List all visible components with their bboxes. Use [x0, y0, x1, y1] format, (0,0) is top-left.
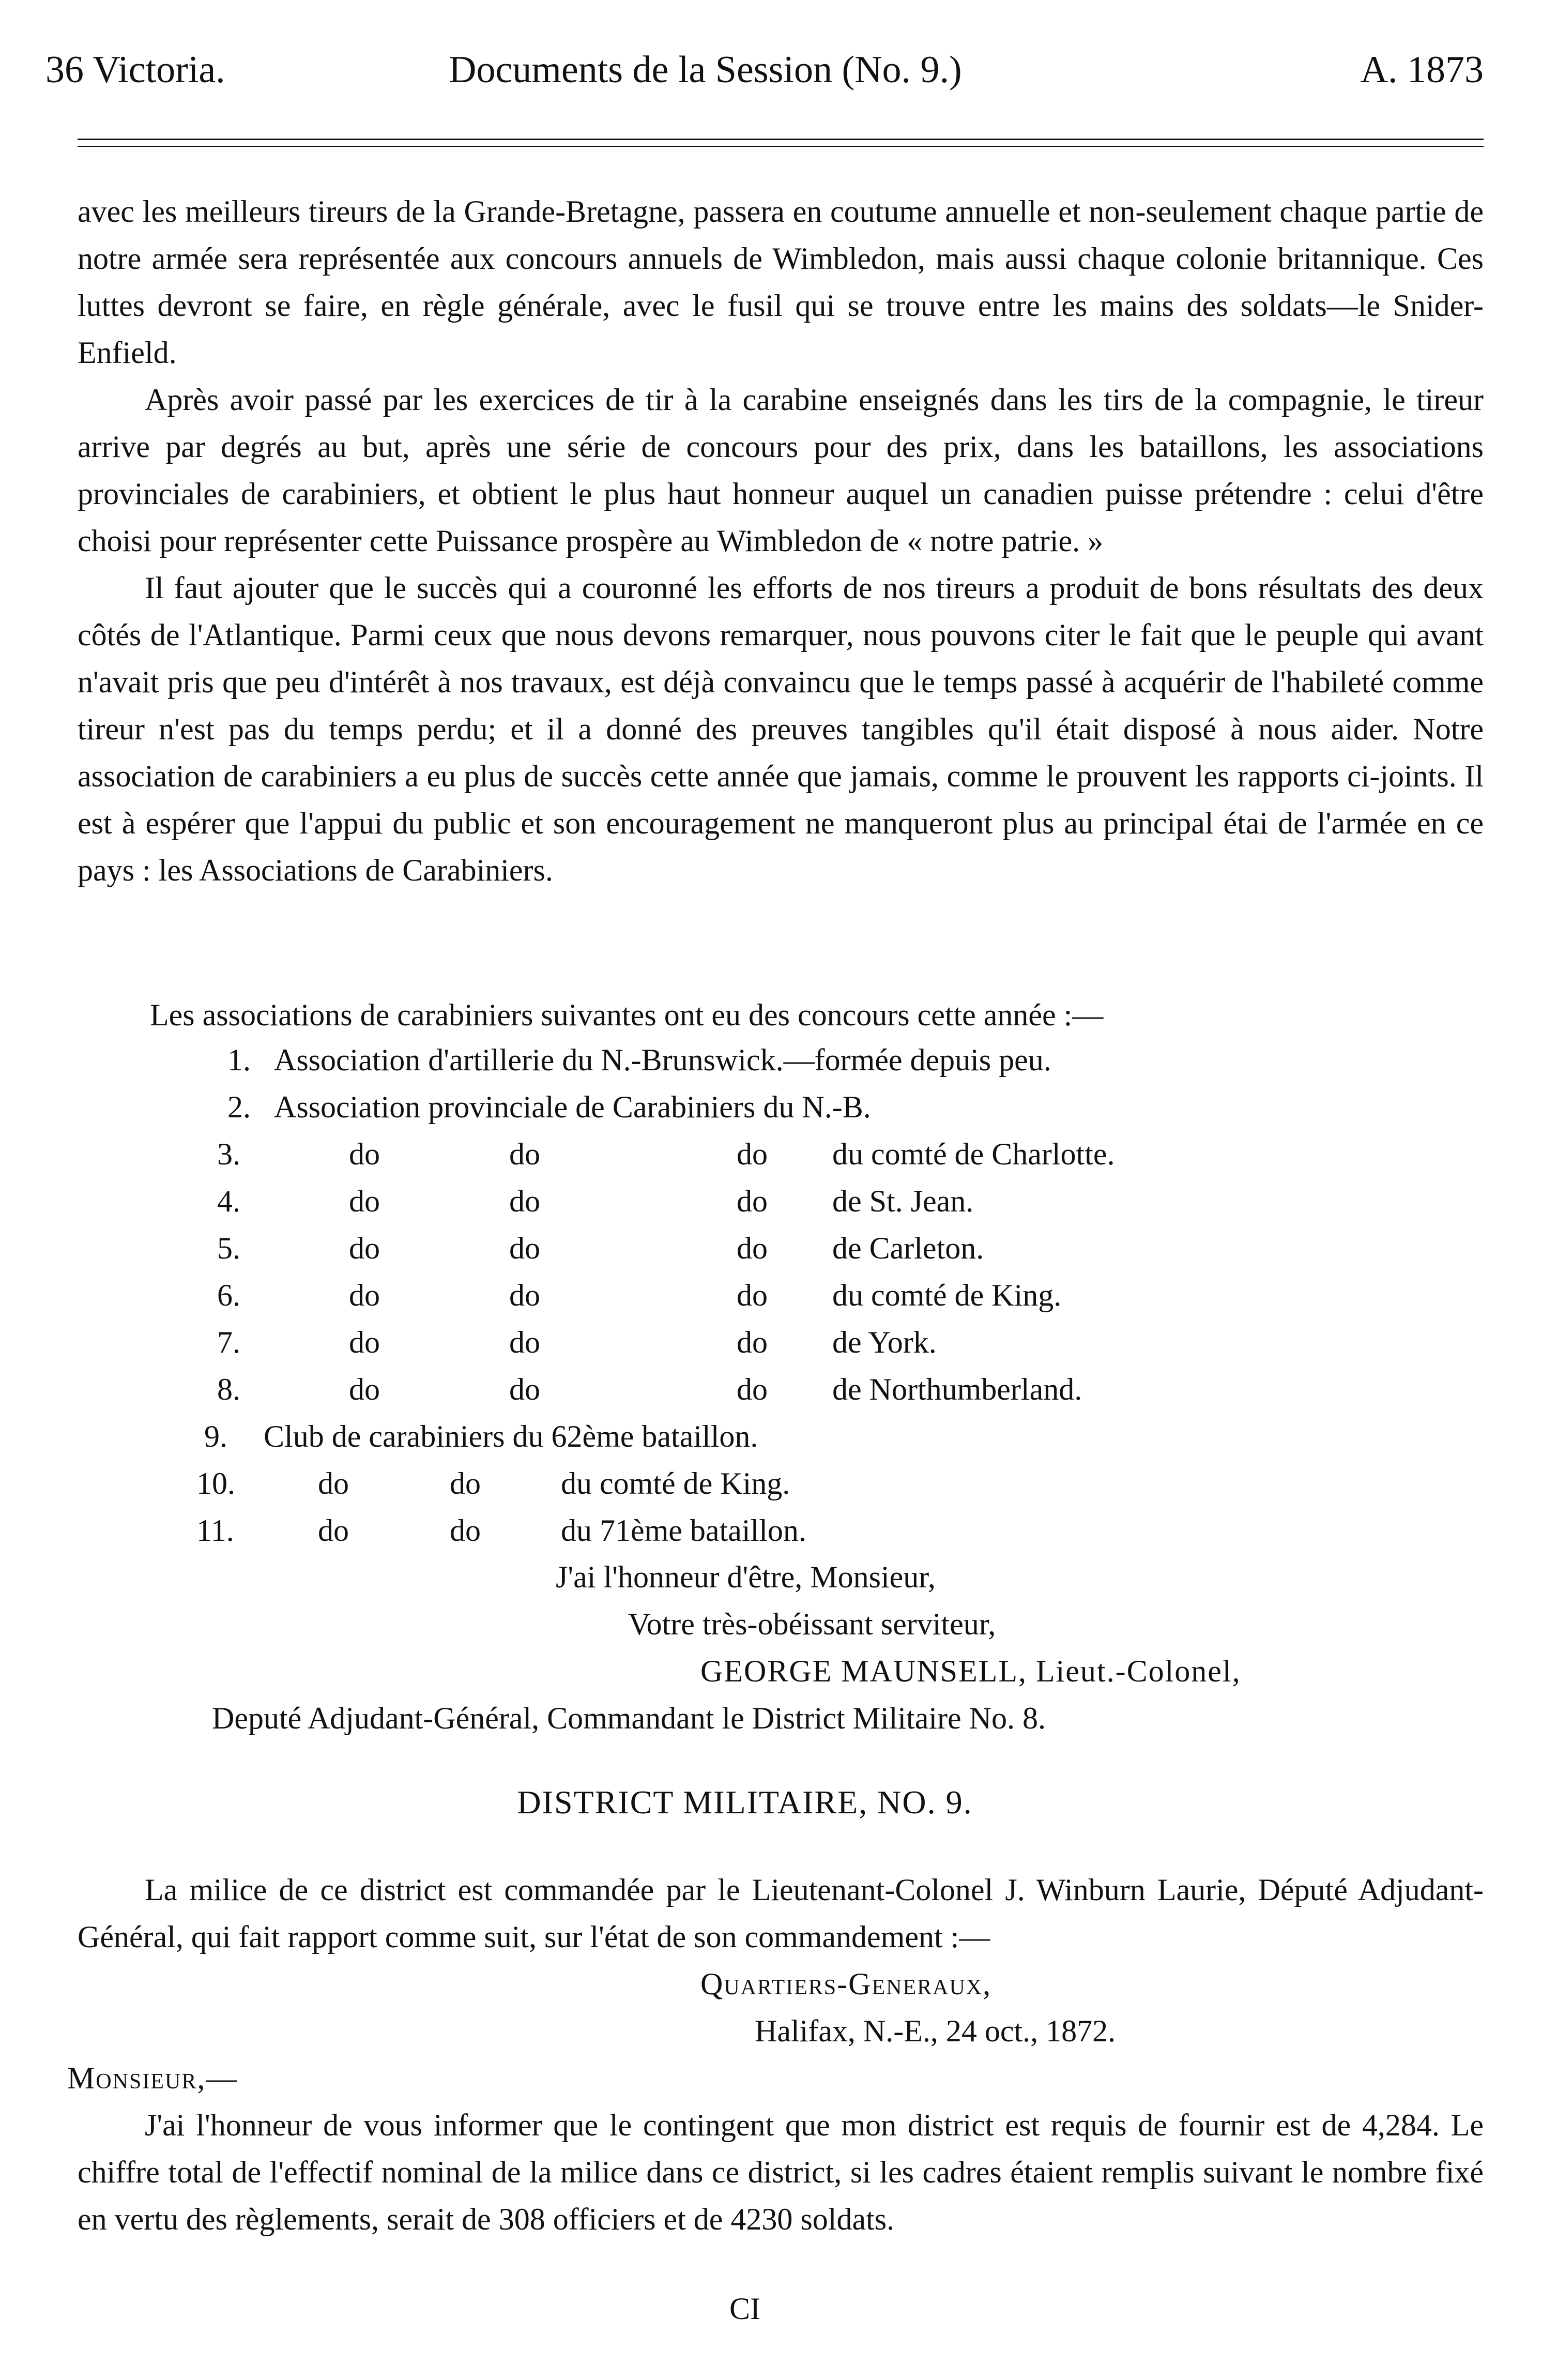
list-item: 6. do do do du comté de King.	[217, 1278, 1062, 1312]
list-item: 7. do do do de York.	[217, 1325, 937, 1359]
letterhead-date: Halifax, N.-E., 24 oct., 1872.	[755, 2014, 1116, 2048]
closing-line-1: J'ai l'honneur d'être, Monsieur,	[556, 1560, 936, 1594]
list-item: 4. do do do de St. Jean.	[217, 1184, 974, 1218]
intro-paragraph-3: Il faut ajouter que le succès qui a couronné les efforts de nos tireurs a produit de bons résultats des deux côtés de l'Atlantique. Parmi ceux que nous devons remarquer, nous pouvons citer le fait que le peuple qui avant n'avait pris que peu d'intérêt à nos travaux, est déjà convaincu que le temps passé à acquérir de l'habileté comme tireur n'est pas du temps perdu; et il a donné des preuves tangibles qu'il était disposé à nous aider. Notre association de carabiniers a eu plus de succès cette année que jamais, comme le prouvent les rapports ci-joints. Il est à espérer que l'appui du public et son encouragement ne manqueront plus au principal étai de l'armée en ce pays : les Associations de Carabiniers.	[78, 571, 1484, 887]
header-right: A. 1873	[1360, 49, 1484, 91]
list-item: 11. do do du 71ème bataillon.	[196, 1513, 806, 1548]
letter-body-block	[78, 2102, 1484, 2243]
intro-paragraph-2: Après avoir passé par les exercices de tir à la carabine enseignés dans les tirs de la compagnie, le tireur arrive par degrés au but, après une série de concours pour des prix, dans les bataillons, les associations provinciales de carabiniers, et obtient le plus haut honneur auquel un canadien puisse prétendre : celui d'être choisi pour représenter cette Puissance prospère au Wimbledon de « notre patrie. »	[78, 383, 1484, 558]
section-intro-block	[78, 1867, 1484, 1961]
running-header	[45, 41, 1484, 98]
section-heading: DISTRICT MILITAIRE, NO. 9.	[517, 1784, 973, 1821]
header-rule-thick	[78, 139, 1484, 140]
list-intro: Les associations de carabiniers suivantes ont eu des concours cette année :—	[150, 998, 1104, 1032]
intro-paragraph-1: avec les meilleurs tireurs de la Grande-Bretagne, passera en coutume annuelle et non-seulement chaque partie de notre armée sera représentée aux concours annuels de Wimbledon, mais aussi chaque colonie britannique. Ces luttes devront se faire, en règle générale, avec le fusil qui se trouve entre les mains des soldats—le Snider-Enfield.	[78, 194, 1484, 370]
header-left: 36 Victoria.	[45, 49, 225, 91]
section-intro: La milice de ce district est commandée par le Lieutenant-Colonel J. Winburn Laurie, Député Adjudant-Général, qui fait rapport comme suit, sur l'état de son commandement :—	[78, 1873, 1484, 1954]
header-center: Documents de la Session (No. 9.)	[449, 49, 962, 91]
list-item: 5. do do do de Carleton.	[217, 1231, 984, 1265]
list-item: 9. Club de carabiniers du 62ème bataillon.	[204, 1419, 758, 1453]
list-item: 3. do do do du comté de Charlotte.	[217, 1137, 1115, 1171]
closing-line-2: Votre très-obéissant serviteur,	[628, 1607, 996, 1641]
page-number: CI	[729, 2292, 760, 2326]
list-item: 2. Association provinciale de Carabiniers du N.-B.	[227, 1090, 871, 1124]
signature: GEORGE MAUNSELL, Lieut.-Colonel,	[700, 1654, 1241, 1688]
list-item: 10. do do du comté de King.	[196, 1466, 790, 1500]
letter-body: J'ai l'honneur de vous informer que le contingent que mon district est requis de fournir est de 4,284. Le chiffre total de l'effectif nominal de la milice dans ce district, si les cadres étaient remplis suivant le nombre fixé en vertu des règlements, serait de 308 officiers et de 4230 soldats.	[78, 2108, 1484, 2236]
letterhead-place: Quartiers-Generaux,	[700, 1967, 992, 2001]
salutation: Monsieur,—	[67, 2061, 238, 2095]
association-list	[78, 1037, 1484, 1559]
list-item: 1. Association d'artillerie du N.-Brunswick.—formée depuis peu.	[227, 1043, 1051, 1077]
header-rule-thin	[78, 146, 1484, 147]
list-item: 8. do do do de Northumberland.	[217, 1372, 1082, 1406]
intro-text	[78, 188, 1484, 894]
signatory-title: Deputé Adjudant-Général, Commandant le District Militaire No. 8.	[212, 1701, 1046, 1735]
